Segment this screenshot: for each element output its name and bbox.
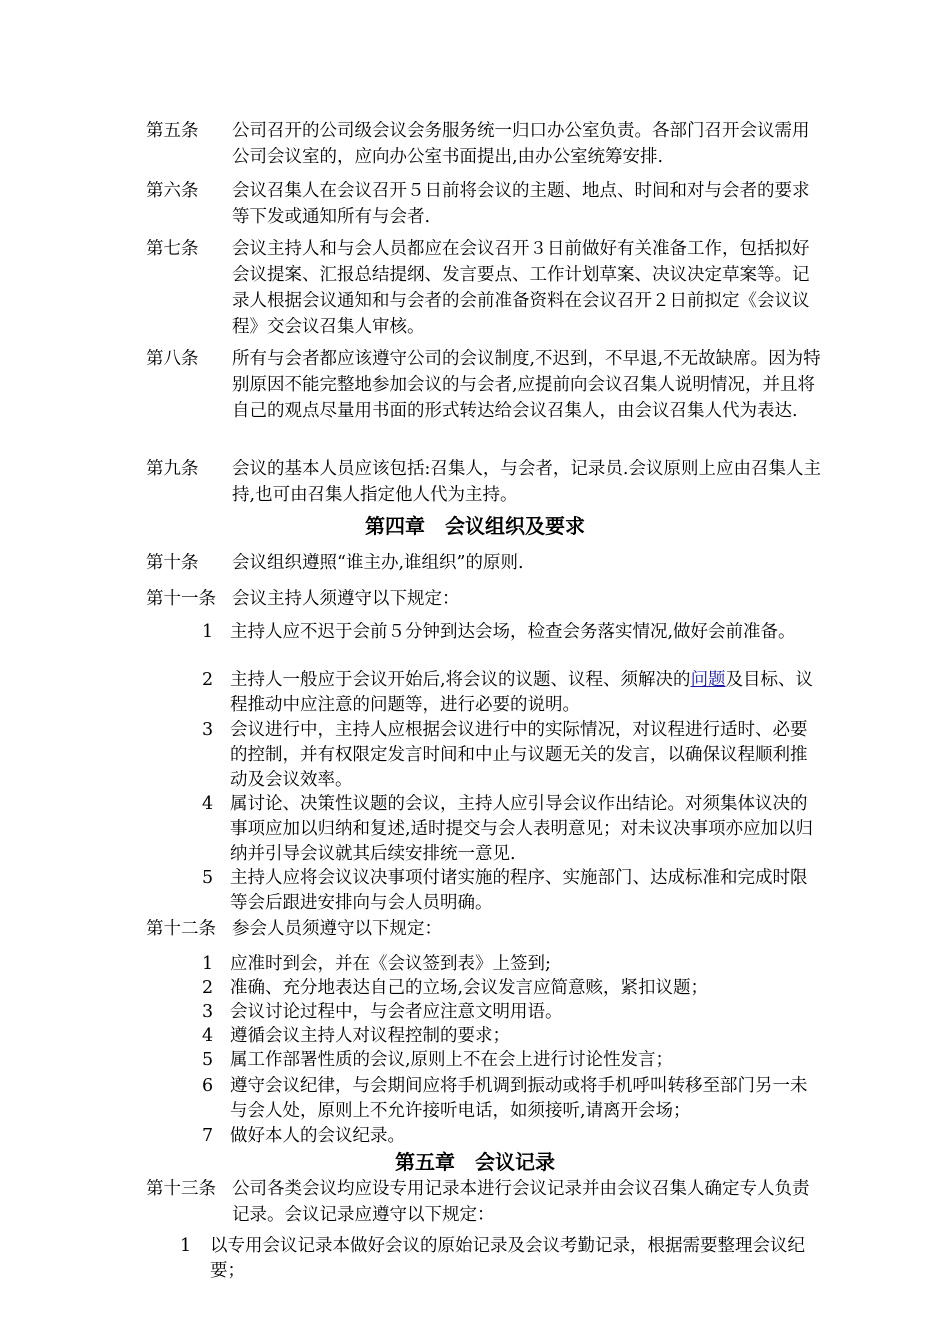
item-number: 4 [202, 794, 214, 814]
article-text: 所有与会者都应该遵守公司的会议制度,不迟到，不早退,不无故缺席。因为特别原因不能完整地参加会议的与会者,应提前向会议召集人说明情况，并且将自己的观点尽量用书面的形式转达给会议召集人，由会议召集人代为表达. [232, 349, 821, 421]
item-text: 以专用会议记录本做好会议的原始记录及会议考勤记录，根据需要整理会议纪要； [210, 1236, 805, 1281]
chapter-5-heading: 第五章 会议记录 [395, 1150, 555, 1174]
article-label: 第十一条 [146, 589, 216, 609]
list-item [202, 866, 822, 916]
item-number: 1 [202, 954, 214, 974]
item-text: 主持人应不迟于会前５分钟到达会场，检查会务落实情况,做好会前准备。 [230, 622, 796, 642]
article-7 [146, 236, 826, 340]
article-13 [146, 1176, 826, 1228]
article-text: 公司召开的公司级会议会务服务统一归口办公室负责。各部门召开会议需用公司会议室的，应向办公室书面提出,由办公室统筹安排. [232, 121, 810, 167]
article-label: 第五条 [146, 121, 199, 141]
article-6 [146, 178, 826, 230]
item-number: 4 [202, 1026, 214, 1046]
list-item [202, 1048, 822, 1073]
chapter-4-heading: 第四章 会议组织及要求 [365, 514, 585, 538]
item-text: 应准时到会，并在《会议签到表》上签到; [230, 954, 551, 974]
item-text: 遵循会议主持人对议程控制的要求； [230, 1026, 510, 1046]
list-item [202, 1074, 822, 1124]
item-number: 1 [202, 622, 214, 642]
article-label: 第十二条 [146, 919, 216, 939]
item-number: 7 [202, 1126, 214, 1146]
item-number: 1 [180, 1236, 192, 1256]
item-number: 2 [202, 670, 214, 690]
item-text-part: 主持人一般应于会议开始后,将会议的议题、议程、须解决的 [230, 670, 691, 690]
list-item [202, 718, 822, 793]
item-text-part: 及目标、议程推动中应注意的问题等，进行必要的说明。 [230, 670, 814, 715]
list-item [202, 1124, 822, 1149]
item-text [230, 668, 822, 718]
article-12 [146, 916, 826, 942]
list-item [202, 952, 822, 977]
item-number: 5 [202, 868, 214, 888]
article-text: 会议主持人须遵守以下规定： [232, 589, 460, 609]
list-item [202, 792, 822, 867]
article-text: 参会人员须遵守以下规定： [232, 919, 442, 939]
article-10 [146, 550, 826, 576]
article-8 [146, 346, 826, 424]
item-text: 准确、充分地表达自己的立场,会议发言应简意赅，紧扣议题； [230, 978, 709, 998]
item-text: 属讨论、决策性议题的会议，主持人应引导会议作出结论。对须集体议决的事项应加以归纳和复述,适时提交与会人表明意见；对未议决事项亦应加以归纳并引导会议就其后续安排统一意见. [230, 794, 814, 864]
article-label: 第八条 [146, 349, 199, 369]
article-text: 会议主持人和与会人员都应在会议召开３日前做好有关准备工作，包括拟好会议提案、汇报总结提纲、发言要点、工作计划草案、决议决定草案等。记录人根据会议通知和与会者的会前准备资料在会议召开２日前拟定《会议议程》交会议召集人审核。 [232, 239, 810, 337]
list-item [202, 976, 822, 1001]
article-label: 第十三条 [146, 1179, 216, 1199]
article-label: 第六条 [146, 181, 199, 201]
item-text: 会议进行中，主持人应根据会议进行中的实际情况，对议程进行适时、必要的控制，并有权限定发言时间和中止与议题无关的发言，以确保议程顺利推动及会议效率。 [230, 720, 808, 790]
item-text: 会议讨论过程中，与会者应注意文明用语。 [230, 1002, 563, 1022]
article-text: 会议组织遵照“谁主办,谁组织”的原则. [232, 553, 524, 573]
item-text: 做好本人的会议纪录。 [230, 1126, 405, 1146]
list-item [202, 620, 822, 645]
article-5 [146, 118, 826, 170]
item-number: 3 [202, 720, 214, 740]
article-9 [146, 456, 826, 508]
list-item [202, 668, 822, 718]
list-item [202, 1000, 822, 1025]
article-label: 第十条 [146, 553, 199, 573]
article-text: 公司各类会议均应设专用记录本进行会议记录并由会议召集人确定专人负责记录。会议记录应遵守以下规定： [232, 1179, 810, 1225]
article-text: 会议的基本人员应该包括:召集人，与会者，记录员.会议原则上应由召集人主持,也可由召集人指定他人代为主持。 [232, 459, 821, 505]
article-text: 会议召集人在会议召开５日前将会议的主题、地点、时间和对与会者的要求等下发或通知所有与会者. [232, 181, 810, 227]
item-number: 5 [202, 1050, 214, 1070]
list-item [202, 1024, 822, 1049]
problem-link[interactable]: 问题 [690, 670, 726, 690]
item-number: 6 [202, 1076, 214, 1096]
article-label: 第九条 [146, 459, 199, 479]
item-number: 2 [202, 978, 214, 998]
item-text: 遵守会议纪律，与会期间应将手机调到振动或将手机呼叫转移至部门另一未与会人处，原则上不允许接听电话，如须接听,请离开会场； [230, 1076, 808, 1121]
item-text: 主持人应将会议议决事项付诸实施的程序、实施部门、达成标准和完成时限等会后跟进安排向与会人员明确。 [230, 868, 808, 913]
article-11 [146, 586, 826, 612]
item-text: 属工作部署性质的会议,原则上不在会上进行讨论性发言； [230, 1050, 674, 1070]
item-number: 3 [202, 1002, 214, 1022]
list-item [180, 1234, 820, 1284]
article-label: 第七条 [146, 239, 199, 259]
